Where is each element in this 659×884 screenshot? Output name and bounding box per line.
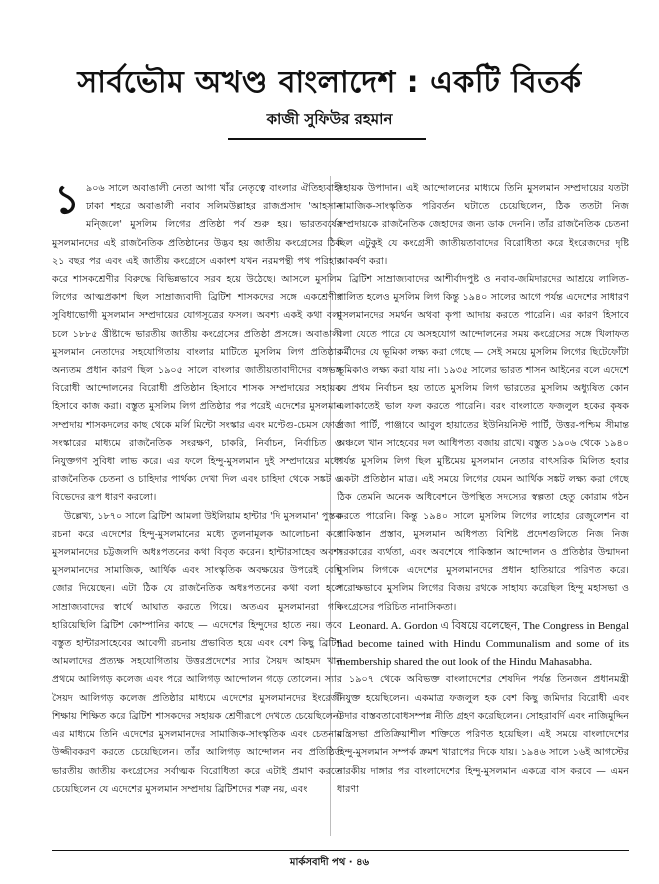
author-underline [228, 138, 426, 140]
page-footer: মার্কসবাদী পথ · ৪৬ [289, 857, 370, 868]
drop-cap: ১ [54, 180, 80, 223]
right-column [337, 180, 629, 840]
paragraph: ব্রিটিশ সাম্রাজ্যবাদের আশীর্বাদপুষ্ট ও নবাব-জমিদারদের আশ্রয়ে লালিত-পালিত হলেও মুসলিম লিগ কিন্তু ১৯৪০ সালের আগে পর্যন্ত এদেশের সাধারণ মুসলমানদের সমর্থন অথবা কৃপা আদায় করতে পারেনি। এর কারণ হিসাবে বলা যেতে পারে যে অসহযোগ আন্দোলনের সময় কংগ্রেসের সঙ্গে খিলাফত কর্মীদের যে ভূমিকা লক্ষ্য করা গেছে — সেই সময়ে মুসলিম লিগের ছিটেফোঁটা ভূমিকাও লক্ষ্য করা যায় না। ১৯৩৫ সালের ভারত শাসন আইনের বলে এদেশে যে প্রথম নির্বাচন হয় তাতে মুসলিম লিগ ভারতের মুসলিম অধ্যুষিত কোন এলাকাতেই ভাল ফল করতে পারেনি। বরং বাংলাতে ফজলুল হকের কৃষক প্রজা পার্টি, পাঞ্জাবে আবুল হায়াতের ইউনিয়নিস্ট পার্টি, উত্তর-পশ্চিম সীমান্ত অঞ্চলে খান সাহেবের দল আধিপত্য বজায় রাখে। বস্তুত ১৯০৬ থেকে ১৯৪০ পর্যন্ত মুসলিম লিগ ছিল মুষ্টিমেয় মুসলমান নেতার বাৎসরিক মিলিত হবার একটা প্রতিষ্ঠান মাত্র। এই সময়ে লিগের যেমন আর্থিক সঙ্কট লক্ষ্য করা গেছে ঠিক তেমনি অনেক অধিবেশনে উপস্থিত সদস্যের স্বল্পতা হেতু কোরাম গঠন করতে পারেনি। কিন্তু ১৯৪০ সালে মুসলিম লিগের লাহোর রেজুলেশন বা পাকিস্তান প্রস্তাব, মুসলমান অধিপত্য বিশিষ্ট প্রদেশগুলিতে নিজ নিজ সরকারের ব্যর্থতা, এবং অবশেষে পাকিস্তান আন্দোলন ও প্রতিষ্ঠার উন্মাদনা মুসলিম লিগকে এদেশের মুসলমানদের প্রধান হাতিয়ারে পরিণত করে। পরোক্ষভাবে মুসলিম লিগের বিজয় রথকে সাহায্য করেছিল হিন্দু মহাসভা ও কংগ্রেসের পরিচিত নানাসিকতা। [337, 274, 629, 613]
footer-rule [52, 850, 629, 851]
paragraph [52, 180, 342, 508]
paragraph: সহায়ক উপাদান। এই আন্দোলনের মাধ্যমে তিনি মুসলমান সম্প্রদায়ের যতটা সামাজিক-সাংস্কৃতিক পরিবর্তন ঘটাতে চেয়েছিলেন, ঠিক ততটা নিজ সম্প্রদায়কে রাজনৈতিক জেহাদের জন্য ডাক দেননি। তাঁর রাজনৈতিক চেতনা ছিল এটুকুই যে কংগ্রেসী জাতীয়তাবাদের বিরোধিতা করে ইংরেজদের দৃষ্টি আকর্ষণ করা। [337, 183, 629, 267]
paragraph-text: ৯০৬ সালে অবাঙালী নেতা আগা খাঁর নেতৃত্বে বাংলার ঐতিহ্যবাহী ঢাকা শহরে অবাঙালী নবাব সলিমউল্লাহর রাজপ্রসাদ 'আহসান মন্জিলে' মুসলিম লিগের প্রতিষ্ঠা পর্ব শুরু হয়। ভারতবর্ষের মুসলমানদের এই রাজনৈতিক প্রতিষ্ঠানের উদ্ভব হয় জাতীয় কংগ্রেসের ঠিক ২১ বছর পর এবং এই জাতীয় কংগ্রেসে একাংশ যখন নরমপন্থী পথ পরিহার করে শাসকশ্রেণীর বিরুদ্ধে বিভিন্নভাবে সরব হয়ে উঠেছে। আসলে মুসলিম লিগের আত্মপ্রকাশ ছিল সাম্রাজ্যবাদী ব্রিটিশ শাসকদের সঙ্গে একশ্রেণীর সুবিধাভোগী মুসলমান সম্প্রদায়ের যোগসূত্রের ফসল। অবশ্য একই কথা বলা চলে ১৮৮৫ খ্রীষ্টাব্দে ভারতীয় জাতীয় কংগ্রেসের প্রতিষ্ঠা প্রসঙ্গে। অবাঙালী মুসলমান নেতাদের সহযোগিতায় বাংলার মাটিতে মুসলিম লিগ প্রতিষ্ঠার অন্যতম প্রধান কারণ ছিল ১৯০৫ সালে বাংলার জাতীয়তাবাদীদের বঙ্গভঙ্গ বিরোধী আন্দোলনের বিরোধী প্রতিষ্ঠান হিসাবে শাসক সম্প্রদায়ের সহায়ক হিসাবে কাজ করা। বস্তুত মুসলিম লিগ প্রতিষ্ঠার পর পরেই এদেশের মুসলমান সম্প্রদায় শাসকদলের কাছ থেকে মর্লি মিন্টো সংস্কার এবং মণ্টেগু-চেমস ফোর্ড সংস্কারের মাধ্যমে রাজনৈতিক সংরক্ষণ, চাকরি, নির্বাচন, নির্বাচিত ও নিযুক্তগণ সুবিধা লাভ করে। এর ফলে হিন্দু-মুসলমান দুই সম্প্রদায়ের মধ্যে রাজনৈতিক চেতনা ও চাহিদার পার্থক্য দেখা দিল এবং চাহিদা থেকে সঙ্কট ও বিভেদের রূপ ধারণ করলো। [52, 183, 342, 504]
article-title: সার্বভৌম অখণ্ড বাংলাদেশ : একটি বিতর্ক [77, 65, 582, 100]
paragraph: ১৯০৭ থেকে অবিভক্ত বাংলাদেশের শেষদিন পর্যন্ত তিনজন প্রধানমন্ত্রী নিযুক্ত হয়েছিলেন। একমাত্র ফজলুল হক বেশ কিছু জমিদার বিরোধী এবং উদার বাস্তবতাবোধসম্পন্ন নীতি গ্রহণ করেছিলেন। সোহরাবর্দি এবং নাজিমুদ্দিন মন্ত্রিসভা প্রতিক্রিয়াশীল শক্তিতে পরিণত হয়েছিল। এই সময়ে বাংলাদেশের হিন্দু-মুসলমান সম্পর্ক ক্রমশ খারাপের দিকে যায়। ১৯৪৬ সালে ১৬ই আগস্টের নারকীয় দাঙ্গার পর বাংলাদেশের হিন্দু-মুসলমান একত্রে বাস করবে — এমন ধারণা [337, 674, 629, 795]
english-quote: Leonard. A. Gordon এ বিষয়ে বলেছেন, The Congress in Bengal had become tained with Hindu Communalism and some of its membership shared the out look of the Hindu Mahasabha. [337, 619, 629, 669]
paragraph: উল্লেখ্য, ১৮৭০ সালে ব্রিটিশ আমলা উইলিয়াম হান্টার 'দি মুসলমান' পুস্তক রচনা করে এদেশের হিন্দু-মুসলমানের মধ্যে তুলনামূলক আলোচনা করে মুসলমানদের চট্টজলদি অধঃপতনের কথা বিবৃত করেন। হান্টারসাহেব অবশ্য মুসলমানদের সামাজিক, আর্থিক এবং সাংস্কৃতিক অবক্ষয়ের উপরেই বেশি জোর দিয়েছেন। এটা ঠিক যে রাজনৈতিক অধঃপতনের কথা বলা হলে সাম্রাজ্যবাদের স্বার্থে আঘাত করতে গিয়ে। অতএব মুসলমানরা গদি হারিয়েছিলি ব্রিটিশ কোম্পানির কাছে — এদেশের হিন্দুদের হাতে নয়। তবে বস্তুত হান্টারসাহেবের আবেগী রচনায় প্রভাবিত হয়ে এবং বেশ কিছু ব্রিটিশ আমলাদের প্রত্যক্ষ সহযোগিতায় উত্তরপ্রদেশের স্যার সৈয়দ আহমদ খান প্রথমে আলিগড় কলেজ এবং পরে আলিগড় আন্দোলন গড়ে তোলেন। স্যার সৈয়দ আলিগড় কলেজ প্রতিষ্ঠার মাধ্যমে এদেশের মুসলমানদের ইংরেজী শিক্ষায় শিক্ষিত করে ব্রিটিশ শাসকদের সহায়ক শ্রেণীরূপে দেখতে চেয়েছিলেন। এর মাধ্যমে তিনি এদেশের মুসলমানদের সামাজিক-সাংস্কৃতিক এবং চেতনার উজ্জীবকরণ করতে চেয়েছিলেন। তাঁর আলিগড় আন্দোলন নব প্রতিষ্ঠিত ভারতীয় জাতীয় কংগ্রেসের সর্বাত্মক বিরোধিতা করে এটাই প্রমাণ করতে চেয়েছিলেন যে এদেশের মুসলমান সম্প্রদায় ব্রিটিশদের শত্রু নয়, এবং [52, 510, 342, 795]
left-column [52, 180, 342, 840]
author-byline: কাজী সুফিউর রহমান [266, 110, 393, 128]
